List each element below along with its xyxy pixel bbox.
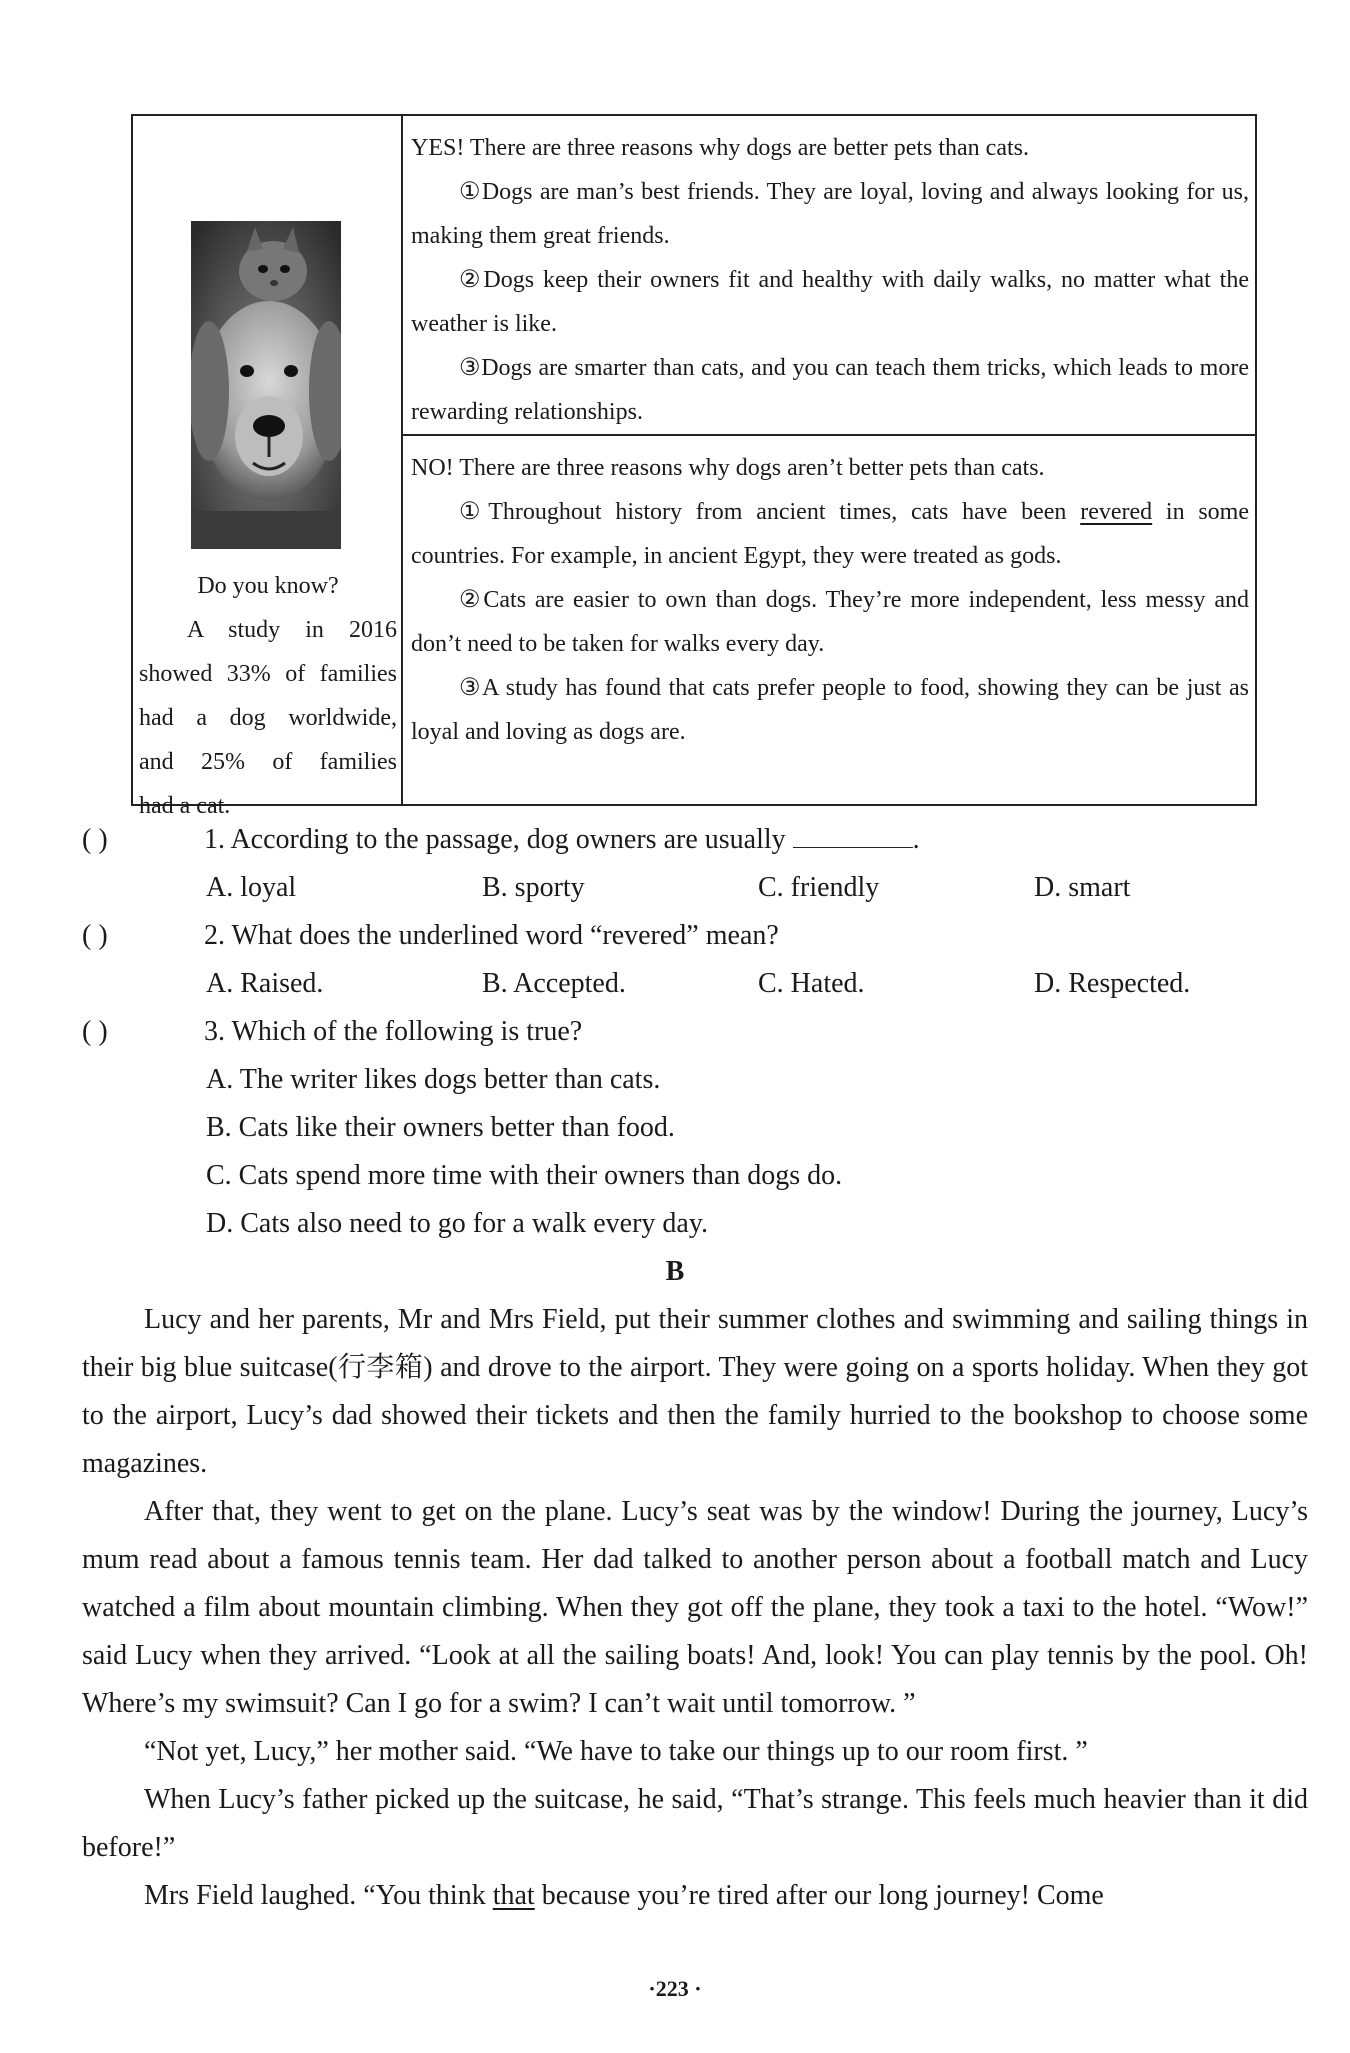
option-b[interactable]: B. Cats like their owners better than food. xyxy=(206,1112,675,1143)
no-reason-1 xyxy=(411,490,1249,578)
option-c[interactable]: C. Cats spend more time with their owners than dogs do. xyxy=(206,1160,843,1191)
question-1-suffix: . xyxy=(912,824,920,855)
answer-box[interactable]: ( ) xyxy=(82,1016,108,1047)
question-2-options xyxy=(82,960,1282,1008)
passage-paragraph: “Not yet, Lucy,” her mother said. “We have to take our things up to our room first. ” xyxy=(144,1736,1088,1767)
no-reason-1-after: in some countries. For example, in ancient Egypt, they were treated as gods. xyxy=(411,499,1250,569)
option-b[interactable]: B. Accepted. xyxy=(482,968,626,999)
yes-heading: YES! There are three reasons why dogs are better pets than cats. xyxy=(411,135,1029,161)
no-reason-3: ③A study has found that cats prefer people to food, showing they can be just as loyal and loving as dogs are. xyxy=(411,675,1249,745)
question-2 xyxy=(82,912,1282,960)
p5-before: Mrs Field laughed. “You think xyxy=(144,1880,493,1911)
dogs-vs-cats-table xyxy=(131,114,1257,819)
no-reason-2: ②Cats are easier to own than dogs. They’re more independent, less messy and don’t need to be taken for walks every day. xyxy=(411,587,1249,657)
did-you-know-line: and 25% of families xyxy=(139,749,397,775)
question-1 xyxy=(82,816,1282,864)
yes-reason-2: ②Dogs keep their owners fit and healthy with daily walks, no matter what the weather is like. xyxy=(411,267,1249,337)
question-text: 2. What does the underlined word “revered” mean? xyxy=(204,920,779,951)
answer-box[interactable]: ( ) xyxy=(82,920,108,951)
fill-blank[interactable] xyxy=(793,821,913,848)
yes-reason-3: ③Dogs are smarter than cats, and you can teach them tricks, which leads to more rewarding relationships. xyxy=(411,355,1249,425)
did-you-know-title: Do you know? xyxy=(197,573,339,599)
option-a[interactable]: A. The writer likes dogs better than cats. xyxy=(206,1064,661,1095)
no-heading: NO! There are three reasons why dogs aren’t better pets than cats. xyxy=(411,455,1045,481)
option-c[interactable]: C. Hated. xyxy=(758,968,865,999)
yes-cell xyxy=(403,116,1255,436)
option-a[interactable]: A. Raised. xyxy=(206,968,324,999)
section-heading-b: B xyxy=(665,1256,685,1287)
underlined-word-revered: revered xyxy=(1080,499,1153,525)
option-d[interactable]: D. smart xyxy=(1034,872,1131,903)
sidebar-cell xyxy=(133,116,403,819)
passage-paragraph: After that, they went to get on the plane. Lucy’s seat was by the window! During the journey, Lucy’s mum read about a famous tennis team. Her dad talked to another person about a football match and Lucy watched a film about mountain climbing. When they got off the plane, they took a taxi to the hotel. “Wow!” said Lucy when they arrived. “Look at all the sailing boats! And, look! You can play tennis by the pool. Oh! Where’s my swimsuit? Can I go for a swim? I can’t wait until tomorrow. ” xyxy=(82,1496,1308,1719)
arguments-column xyxy=(403,116,1255,804)
did-you-know-line: had a cat. xyxy=(139,793,231,819)
did-you-know-line: showed 33% of families xyxy=(139,661,397,687)
question-text: 3. Which of the following is true? xyxy=(204,1016,583,1047)
question-text xyxy=(204,816,920,864)
question-1-options xyxy=(82,864,1282,912)
dog-with-kitten-photo-icon xyxy=(191,221,341,549)
did-you-know-line: had a dog worldwide, xyxy=(139,705,397,731)
option-b[interactable]: B. sporty xyxy=(482,872,585,903)
p5-after: because you’re tired after our long journey! Come xyxy=(534,1880,1104,1911)
did-you-know-line: A study in 2016 xyxy=(187,617,397,643)
option-d[interactable]: D. Respected. xyxy=(1034,968,1191,999)
underlined-word-that: that xyxy=(492,1880,535,1911)
passage-paragraph xyxy=(82,1872,1308,1920)
option-d[interactable]: D. Cats also need to go for a walk every day. xyxy=(206,1208,709,1239)
yes-reason-1: ①Dogs are man’s best friends. They are loyal, loving and always looking for us, making them great friends. xyxy=(411,179,1249,249)
did-you-know-box xyxy=(139,564,397,828)
question-1-stem: 1. According to the passage, dog owners are usually xyxy=(204,824,786,855)
answer-box[interactable]: ( ) xyxy=(82,824,108,855)
passage-paragraph: When Lucy’s father picked up the suitcase, he said, “That’s strange. This feels much heavier than it did before!” xyxy=(82,1784,1308,1863)
option-a[interactable]: A. loyal xyxy=(206,872,297,903)
passage-paragraph: Lucy and her parents, Mr and Mrs Field, put their summer clothes and swimming and sailing things in their big blue suitcase(行李箱) and drove to the airport. They were going on a sports holiday. When they got to the airport, Lucy’s dad showed their tickets and then the family hurried to the bookshop to choose some magazines. xyxy=(82,1304,1308,1479)
no-reason-1-before: ①Throughout history from ancient times, cats have been xyxy=(459,499,1081,525)
passage-b xyxy=(82,1296,1308,1920)
no-cell xyxy=(403,436,1255,804)
questions-section xyxy=(82,816,1282,1248)
page-number: ·223 · xyxy=(648,1976,702,2001)
question-3 xyxy=(82,1008,1282,1056)
option-c[interactable]: C. friendly xyxy=(758,872,880,903)
